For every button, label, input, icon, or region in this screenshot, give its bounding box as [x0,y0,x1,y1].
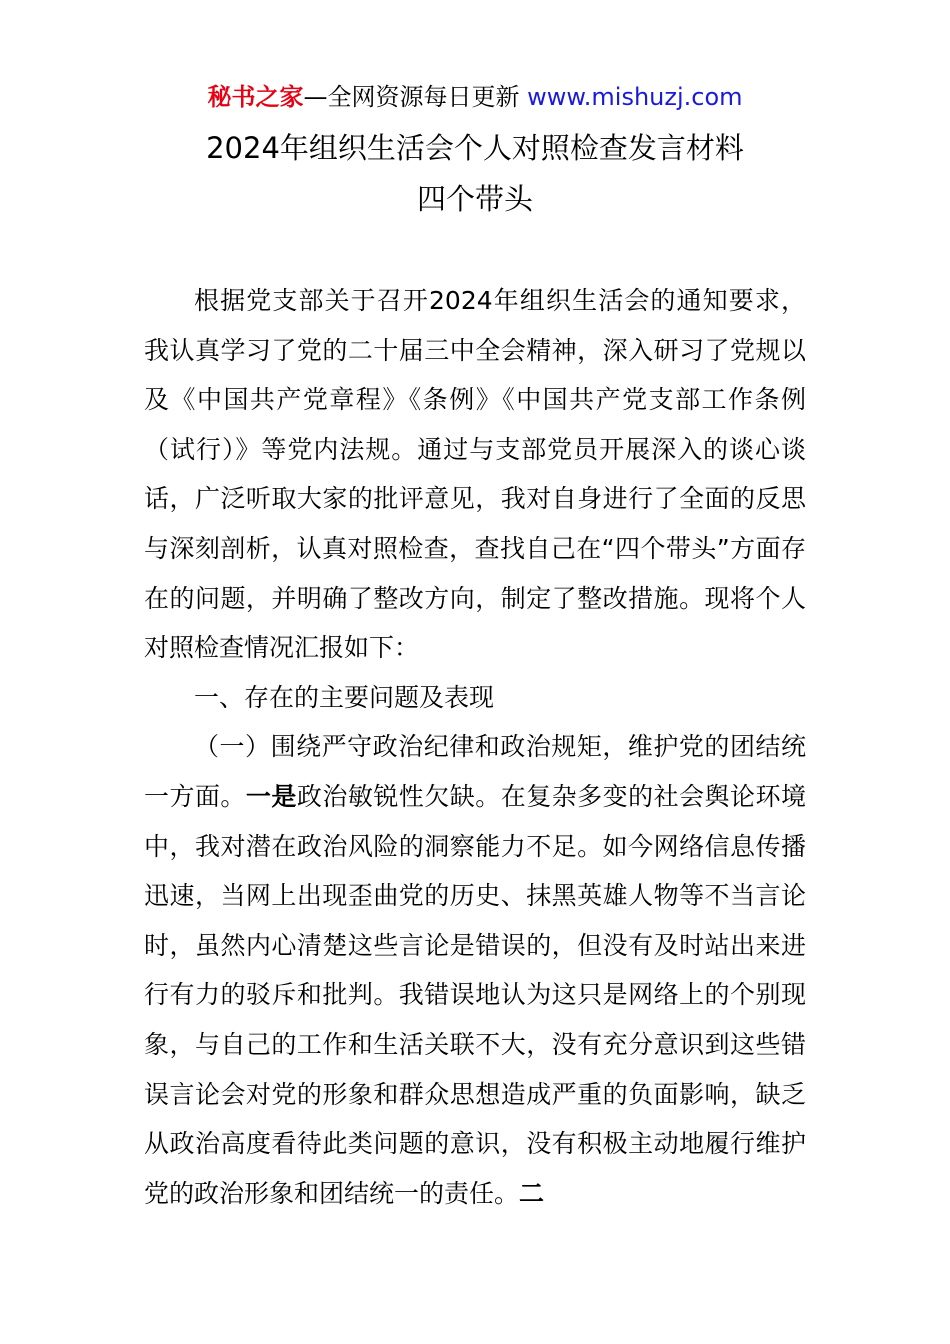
document-body [144,276,806,1218]
subsection-heading: （一）围绕严守政治纪律和政治规矩，维护党的团结统一方面。 [144,732,806,811]
document-title: 2024年组织生活会个人对照检查发言材料 [206,131,744,165]
subsection-paragraph [144,722,806,1218]
brand-name: 秘书之家 [207,83,304,111]
section-heading: 一、存在的主要问题及表现 [194,682,495,712]
point-marker: 一是 [245,781,297,811]
site-url-link[interactable]: www.mishuzj.com [527,83,743,111]
point-marker: 二 [519,1178,545,1208]
document-subtitle: 四个带头 [416,182,533,216]
site-header [0,82,950,112]
point-text: 政治敏锐性欠缺。在复杂多变的社会舆论环境中，我对潜在政治风险的洞察能力不足。如今网络信息传播迅速，当网上出现歪曲党的历史、抹黑英雄人物等不当言论时，虽然内心清楚这些言论是错误的，但没有及时站出来进行有力的驳斥和批判。我错误地认为这只是网络上的个别现象，与自己的工作和生活关联不大，没有充分意识到这些错误言论会对党的形象和群众思想造成严重的负面影响，缺乏从政治高度看待此类问题的意识，没有积极主动地履行维护党的政治形象和团结统一的责任。 [144,781,806,1208]
intro-paragraph: 根据党支部关于召开2024年组织生活会的通知要求，我认真学习了党的二十届三中全会精神，深入研习了党规以及《中国共产党章程》《条例》《中国共产党支部工作条例（试行）》等党内法规。通过与支部党员开展深入的谈心谈话，广泛听取大家的批评意见，我对自身进行了全面的反思与深刻剖析，认真对照检查，查找自己在“四个带头”方面存在的问题，并明确了整改方向，制定了整改措施。现将个人对照检查情况汇报如下： [144,286,806,663]
site-tagline: —全网资源每日更新 [303,83,528,111]
